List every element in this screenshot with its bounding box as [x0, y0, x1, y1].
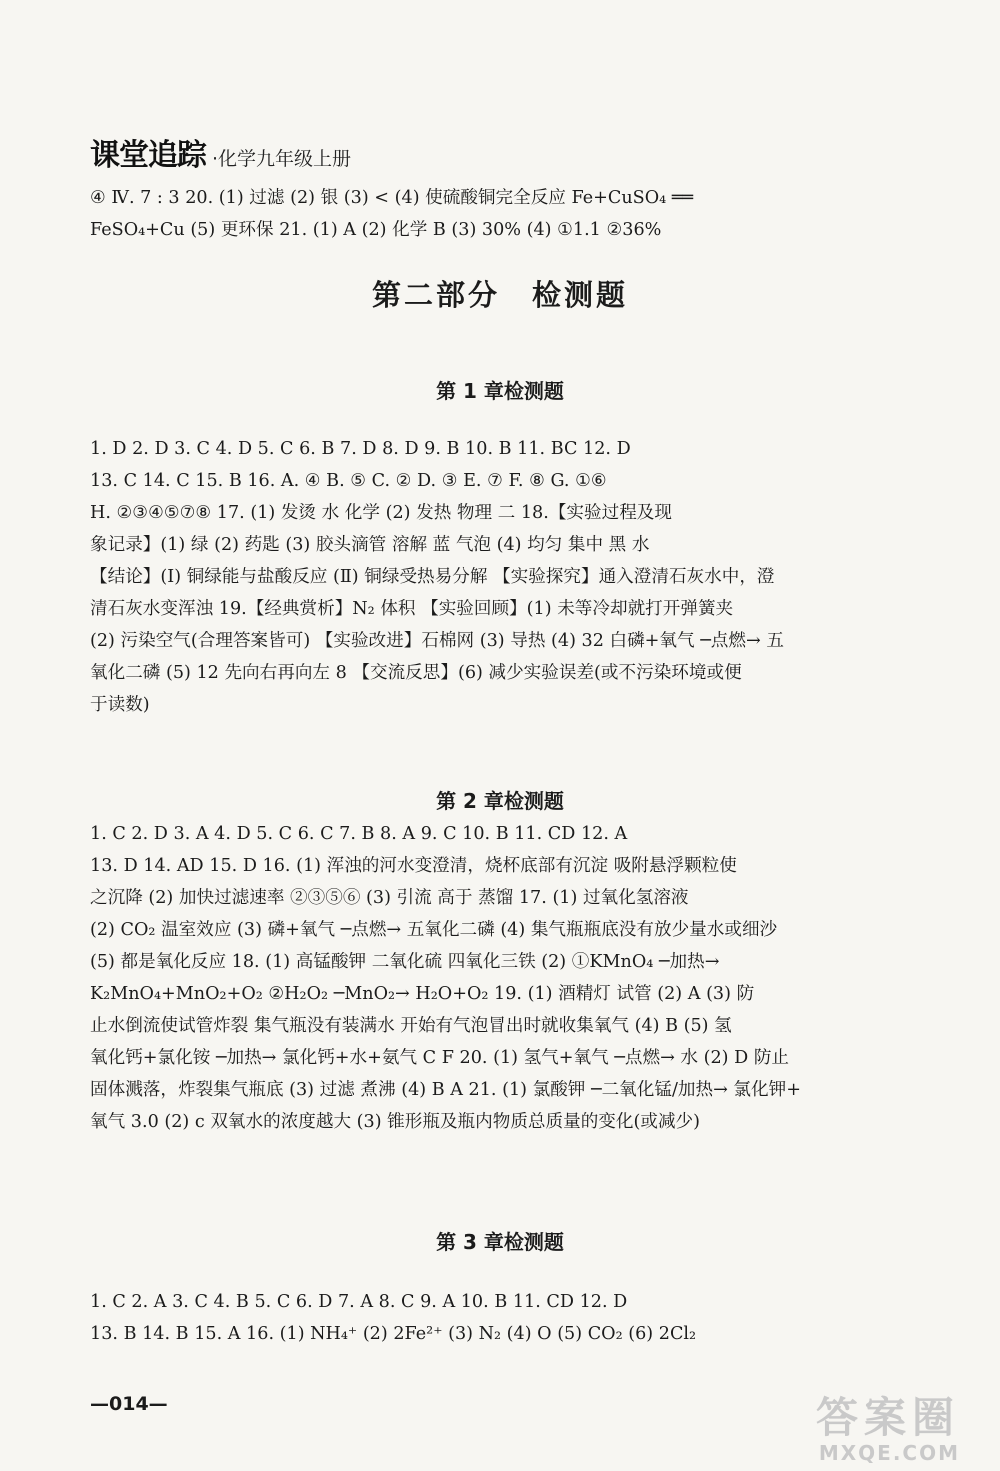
chapter-2-answers	[90, 818, 910, 1138]
answer-line: (2) CO₂ 温室效应 (3) 磷+氧气 ─点燃→ 五氧化二磷 (4) 集气瓶瓶底没有放少量水或细沙	[90, 920, 778, 940]
answer-line: 之沉降 (2) 加快过滤速率 ②③⑤⑥ (3) 引流 高于 蒸馏 17. (1) 过氧化氢溶液	[90, 888, 689, 908]
watermark	[816, 1395, 960, 1465]
answer-line: 于读数)	[90, 695, 150, 715]
answer-line: H. ②③④⑤⑦⑧ 17. (1) 发烫 水 化学 (2) 发热 物理 二 18.【实验过程及现	[90, 503, 672, 523]
watermark-url: MXQE.COM	[818, 1441, 960, 1465]
answer-line: 固体溅落，炸裂集气瓶底 (3) 过滤 煮沸 (4) B A 21. (1) 氯酸钾 ─二氧化锰/加热→ 氯化钾+	[90, 1080, 801, 1100]
answer-line: K₂MnO₄+MnO₂+O₂ ②H₂O₂ ─MnO₂→ H₂O+O₂ 19. (1) 酒精灯 试管 (2) A (3) 防	[90, 984, 755, 1004]
book-subtitle: ·化学九年级上册	[212, 148, 352, 170]
chapter-3-answers	[90, 1286, 910, 1350]
part-title: 第二部分 检测题	[371, 278, 628, 312]
chapter-1-answers	[90, 433, 910, 721]
chapter-3-title: 第 3 章检测题	[436, 1230, 564, 1254]
answer-line: (5) 都是氧化反应 18. (1) 高锰酸钾 二氧化硫 四氧化三铁 (2) ①KMnO₄ ─加热→	[90, 952, 720, 972]
chapter-1-title: 第 1 章检测题	[436, 379, 564, 403]
answer-line: 13. C 14. C 15. B 16. A. ④ B. ⑤ C. ② D. ③ E. ⑦ F. ⑧ G. ①⑥	[90, 471, 607, 491]
watermark-logo: 答案圈	[815, 1393, 960, 1442]
chapter-2-title: 第 2 章检测题	[436, 789, 564, 813]
answer-line: 氧气 3.0 (2) c 双氧水的浓度越大 (3) 锥形瓶及瓶内物质总质量的变化(或减少)	[90, 1112, 700, 1132]
answer-line: 清石灰水变浑浊 19.【经典赏析】N₂ 体积 【实验回顾】(1) 未等冷却就打开弹簧夹	[90, 599, 734, 619]
answer-line: 1. C 2. D 3. A 4. D 5. C 6. C 7. B 8. A 9. C 10. B 11. CD 12. A	[90, 824, 628, 844]
answer-line: 氧化二磷 (5) 12 先向右再向左 8 【交流反思】(6) 减少实验误差(或不污染环境或便	[90, 663, 742, 683]
answer-line: FeSO₄+Cu (5) 更环保 21. (1) A (2) 化学 B (3) 30% (4) ①1.1 ②36%	[90, 220, 662, 240]
answer-line: 13. D 14. AD 15. D 16. (1) 浑浊的河水变澄清，烧杯底部有沉淀 吸附悬浮颗粒使	[90, 856, 737, 876]
book-header	[90, 130, 352, 173]
top-answers	[90, 182, 910, 246]
answer-line: 1. C 2. A 3. C 4. B 5. C 6. D 7. A 8. C 9. A 10. B 11. CD 12. D	[90, 1292, 628, 1312]
answer-line: 止水倒流使试管炸裂 集气瓶没有装满水 开始有气泡冒出时就收集氧气 (4) B (5) 氢	[90, 1016, 732, 1036]
answer-line: 象记录】(1) 绿 (2) 药匙 (3) 胶头滴管 溶解 蓝 气泡 (4) 均匀 集中 黑 水	[90, 535, 650, 555]
page-number: —014—	[90, 1393, 168, 1415]
answer-line: 【结论】(Ⅰ) 铜绿能与盐酸反应 (Ⅱ) 铜绿受热易分解 【实验探究】通入澄清石灰水中，澄	[90, 567, 775, 587]
answer-line: (2) 污染空气(合理答案皆可) 【实验改进】石棉网 (3) 导热 (4) 32 白磷+氧气 ─点燃→ 五	[90, 631, 784, 651]
answer-line: 13. B 14. B 15. A 16. (1) NH₄⁺ (2) 2Fe²⁺ (3) N₂ (4) O (5) CO₂ (6) 2Cl₂	[90, 1324, 697, 1344]
answer-line: 1. D 2. D 3. C 4. D 5. C 6. B 7. D 8. D 9. B 10. B 11. BC 12. D	[90, 439, 631, 459]
series-logo: 课堂追踪	[90, 138, 206, 173]
answer-line: 氧化钙+氯化铵 ─加热→ 氯化钙+水+氨气 C F 20. (1) 氢气+氧气 ─点燃→ 水 (2) D 防止	[90, 1048, 790, 1068]
answer-line: ④ Ⅳ. 7 : 3 20. (1) 过滤 (2) 银 (3) < (4) 使硫酸铜完全反应 Fe+CuSO₄ ══	[90, 188, 693, 208]
